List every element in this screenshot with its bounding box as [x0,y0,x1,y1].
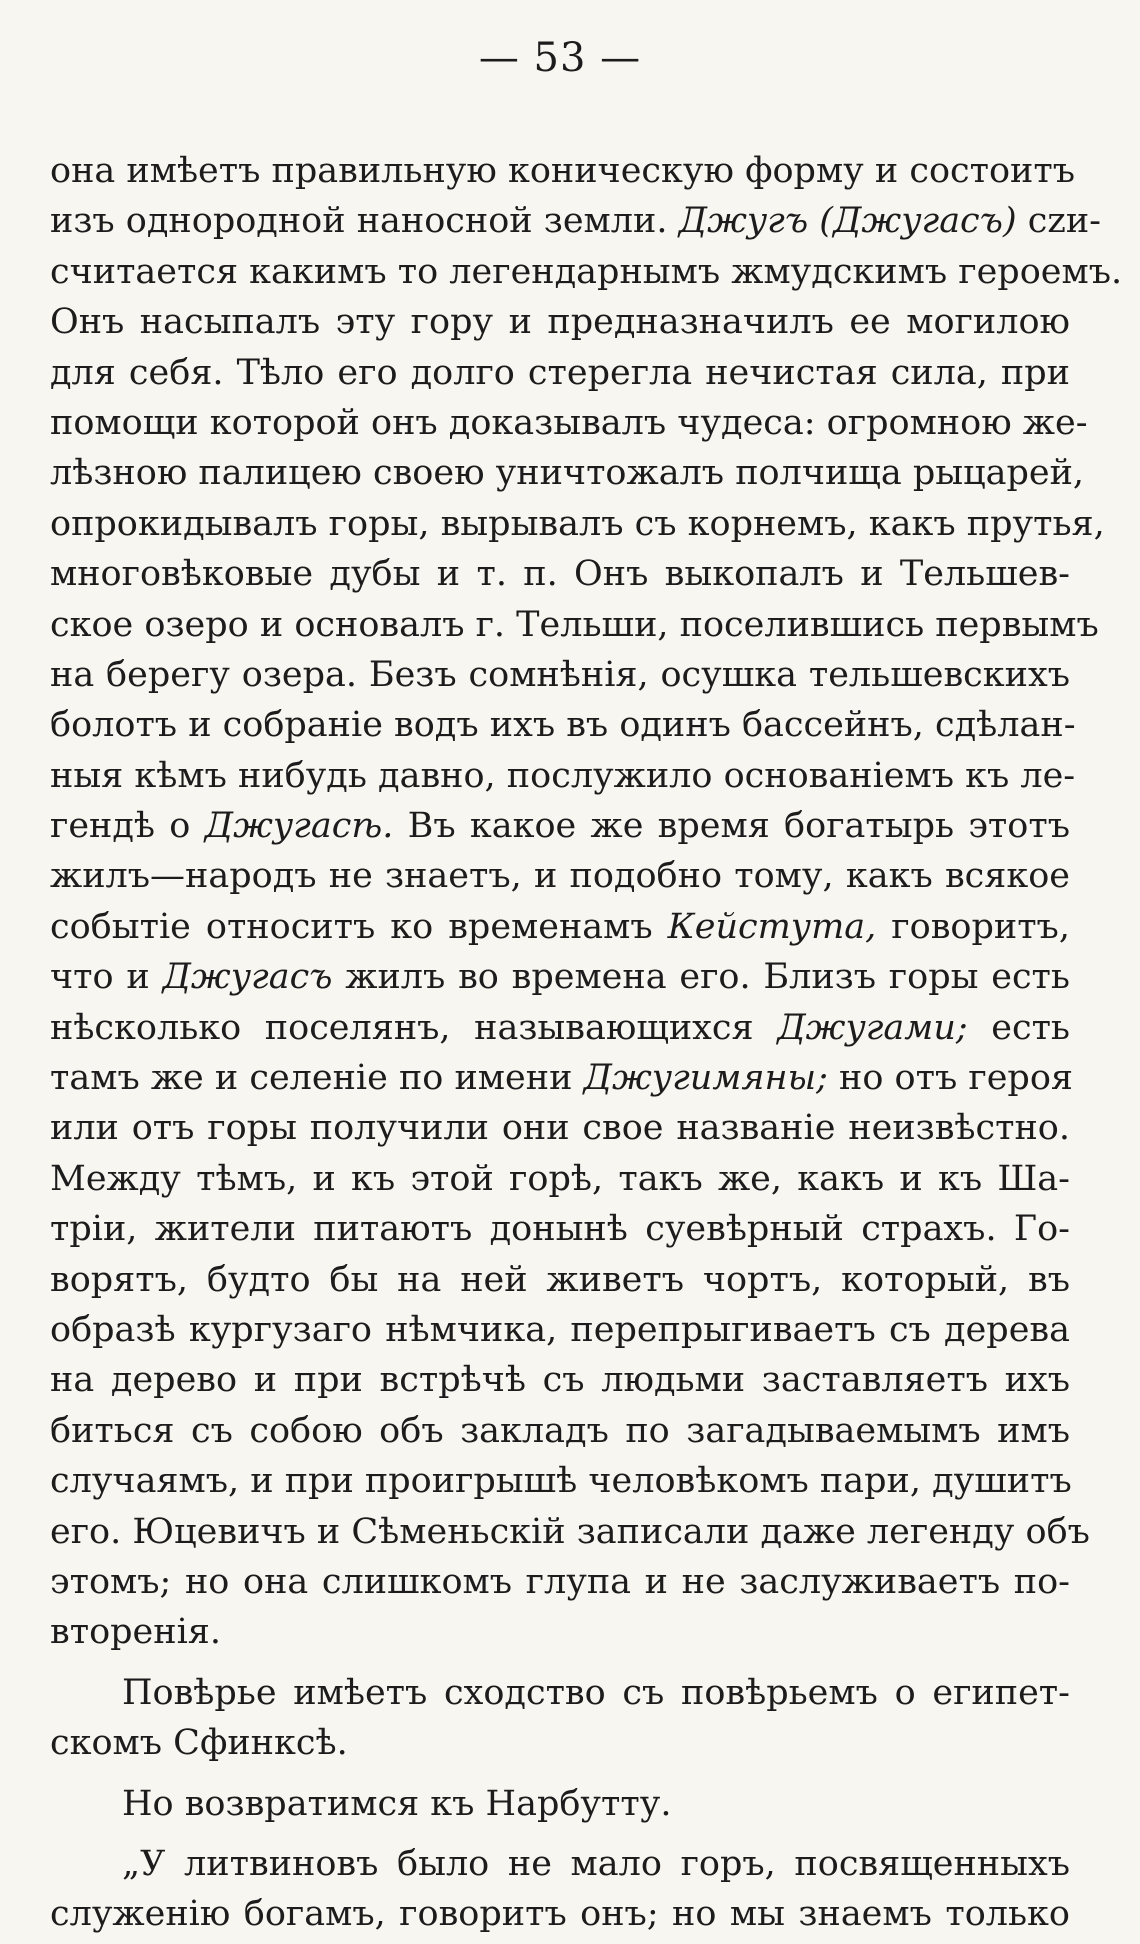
text-line: жилъ—народъ не знаетъ, и подобно тому, какъ всякое [50,856,1070,897]
text-line: его. Юцевичъ и Сѣменьскій записали даже легенду объ [50,1511,1090,1552]
text-line: на дерево и при встрѣчѣ съ людьми заставляетъ ихъ [50,1360,1070,1401]
text-line: вторенія. [50,1612,221,1653]
text-line: Онъ насыпалъ эту гору и предназначилъ ее могилою [50,302,1070,343]
text-line: событіе относитъ ко временамъ Кейстута, говоритъ, [50,906,1070,947]
text-line: тамъ же и селеніе по имени Джугимяны; но отъ героя [50,1058,1073,1099]
text-line: служенію богамъ, говоритъ онъ; но мы знаемъ только [50,1894,1070,1935]
book-page [50,30,1123,1940]
text-line: гендѣ о Джугасѣ. Въ какое же время богатырь этотъ [50,806,1070,847]
text-line: скомъ Сфинксѣ. [50,1723,348,1764]
text-line: что и Джугасъ жилъ во времена его. Близъ горы есть [50,957,1070,998]
text-line: случаямъ, и при проигрышѣ человѣкомъ пари, душитъ [50,1461,1072,1502]
text-line: опрокидывалъ горы, вырывалъ съ корнемъ, какъ прутья, [50,503,1105,544]
text-line: „У литвиновъ было не мало горъ, посвященныхъ [122,1843,1070,1884]
text-line: многовѣковые дубы и т. п. Онъ выкопалъ и Тельшев- [50,554,1070,595]
text-line: ское озеро и основалъ г. Тельши, поселившись первымъ [50,604,1099,645]
text-line: Повѣрье имѣетъ сходство съ повѣрьемъ о египет- [122,1672,1070,1713]
text-line: ворятъ, будто бы на ней живетъ чортъ, который, въ [50,1259,1070,1300]
text-line: или отъ горы получили они свое названіе неизвѣстно. [50,1108,1070,1149]
text-line: изъ однородной наносной земли. Джугъ (Джугасъ) сzи- [50,201,1101,242]
text-line: помощи которой онъ доказывалъ чудеса: огромною же- [50,402,1088,443]
text-line: болотъ и собраніе водъ ихъ въ одинъ бассейнъ, сдѣлан- [50,705,1076,746]
main-text [50,146,1123,1940]
text-line: считается какимъ то легендарнымъ жмудскимъ героемъ. [50,251,1123,292]
text-line: тріи, жители питаютъ донынѣ суевѣрный страхъ. Го- [50,1209,1070,1250]
text-line: этомъ; но она слишкомъ глупа и не заслуживаетъ по- [50,1561,1070,1602]
text-line: нѣсколько поселянъ, называющихся Джугами; есть [50,1007,1070,1048]
text-line: Между тѣмъ, и къ этой горѣ, такъ же, какъ и къ Ша- [50,1158,1070,1199]
text-line: Но возвратимся къ Нарбутту. [122,1783,672,1824]
text-line: на берегу озера. Безъ сомнѣнія, осушка тельшевскихъ [50,654,1070,695]
page-number: — 53 — [478,35,642,81]
text-line: она имѣетъ правильную коническую форму и состоитъ [50,151,1076,191]
text-line: биться съ собою объ закладъ по загадываемымъ имъ [50,1410,1070,1451]
text-line: ныя кѣмъ нибудь давно, послужило основаніемъ къ ле- [50,755,1076,796]
text-line: для себя. Тѣло его долго стерегла нечистая сила, при [50,352,1070,393]
text-line: образѣ кургузаго нѣмчика, перепрыгиваетъ съ дерева [50,1309,1070,1350]
text-line: лѣзною палицею своею уничтожалъ полчища рыцарей, [50,453,1085,494]
